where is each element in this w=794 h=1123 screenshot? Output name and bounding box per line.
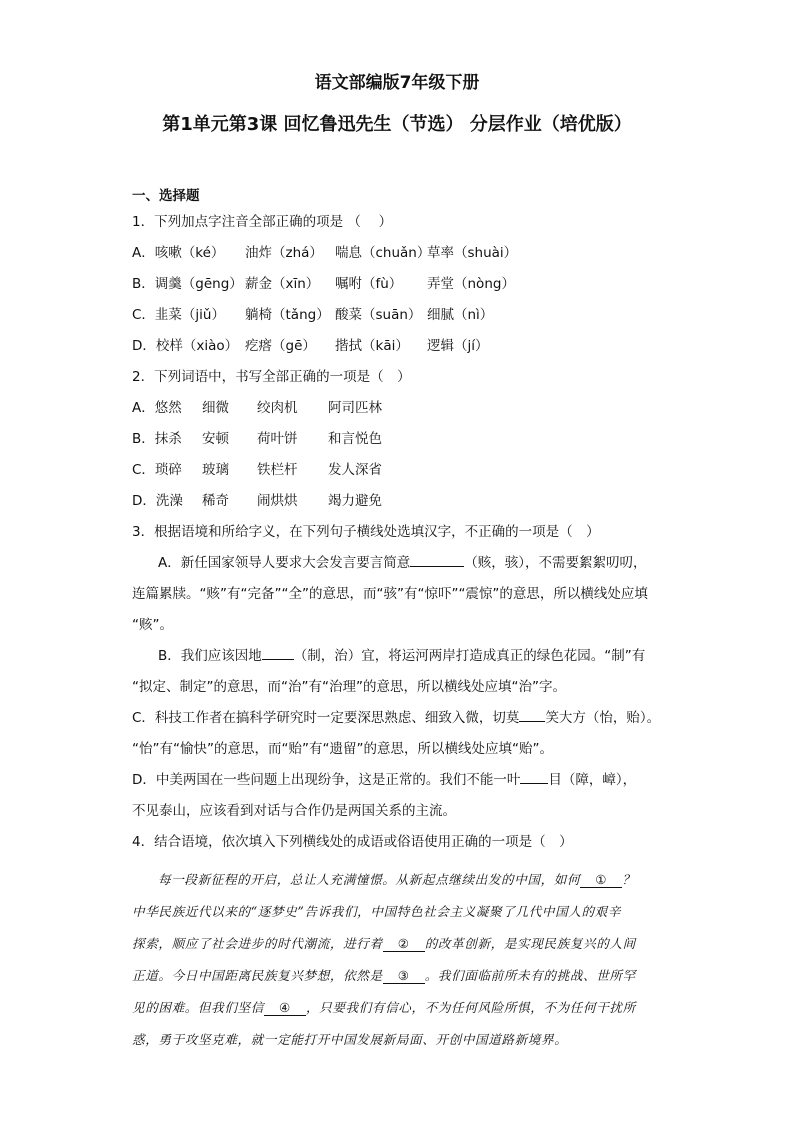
option-text: 草率（shuài） — [427, 245, 518, 261]
option-text: A．咳嗽（ké） — [132, 245, 225, 261]
option-text: （赅，骇），不需要絮絮叨叨， — [464, 555, 647, 571]
option-text: 躺椅（tǎng） — [245, 307, 330, 323]
option-text: B．抹杀 — [132, 431, 182, 447]
question-section — [132, 185, 677, 1056]
option-text: 喘息（chuǎn） — [335, 245, 431, 261]
passage-line — [132, 992, 677, 1024]
question-2-stem: 2．下列词语中，书写全部正确的一项是（ ） — [132, 369, 411, 385]
q3-option-a-cont: “赅”。 — [132, 617, 173, 633]
option-text: 玻璃 — [202, 462, 229, 478]
answer-blank — [410, 552, 464, 567]
option-text: B．调羹（gēng） — [132, 276, 243, 292]
lesson-subtitle: 第1单元第3课 回忆鲁迅先生（节选） 分层作业（培优版） — [162, 114, 632, 135]
passage-line: 中华民族近代以来的“逐梦史”告诉我们，中国特色社会主义凝聚了几代中国人的艰辛 — [132, 904, 622, 919]
blank-3: ③ — [383, 969, 425, 984]
option-text: B．我们应该因地 — [158, 648, 262, 664]
option-text: 安顿 — [202, 431, 229, 447]
passage-text: ？ — [622, 872, 636, 887]
option-text: D．校样（xiào） — [132, 338, 239, 354]
option-text: 嘱咐（fù） — [335, 276, 403, 292]
option-text: 薪金（xīn） — [245, 276, 320, 292]
option-text: 目（障，嶂）， — [548, 772, 637, 788]
passage-text: 的改革创新，是实现民族复兴的人间 — [424, 936, 636, 951]
q1-option-c — [132, 300, 677, 331]
option-text: 笑大方（怡，贻）。 — [545, 710, 661, 726]
passage-text: 每一段新征程的开启，总让人充满憧憬。从新起点继续出发的中国，如何 — [158, 872, 581, 887]
option-text: C．琐碎 — [132, 462, 182, 478]
answer-blank — [520, 769, 548, 784]
q2-option-a — [132, 393, 677, 424]
option-text: 细微 — [202, 400, 229, 416]
passage-text: 正道。今日中国距离民族复兴梦想，依然是 — [132, 968, 383, 983]
passage-line: 惑，勇于攻坚克难，就一定能打开中国发展新局面、开创中国道路新境界。 — [132, 1032, 568, 1047]
option-text: 竭力避免 — [328, 493, 382, 509]
question-1-stem: 1．下列加点字注音全部正确的项是 （ ） — [132, 214, 393, 230]
option-text: 揩拭（kāi） — [335, 338, 409, 354]
q3-option-a-cont: 连篇累牍。“赅”有“完备”“全”的意思，而“骇”有“惊吓”“震惊”的意思，所以横线处应填 — [132, 586, 648, 602]
option-text: A．悠然 — [132, 400, 182, 416]
reading-passage — [132, 864, 677, 1056]
option-text: 疙瘩（gē） — [245, 338, 316, 354]
passage-text: ，只要我们有信心，不为任何风险所惧，不为任何干扰所 — [305, 1000, 636, 1015]
q3-option-d-cont: 不见泰山，应该看到对话与合作仍是两国关系的主流。 — [132, 803, 456, 819]
option-text: C．韭菜（jiǔ） — [132, 307, 225, 323]
worksheet-title: 语文部编版7年级下册 — [314, 73, 480, 93]
option-text: 酸菜（suān） — [335, 307, 422, 323]
q2-option-d — [132, 486, 677, 517]
q1-option-d — [132, 331, 677, 362]
q1-option-a — [132, 238, 677, 269]
passage-text: 探索，顺应了社会进步的时代潮流，进行着 — [132, 936, 383, 951]
option-text: 铁栏杆 — [257, 462, 298, 478]
q3-option-a — [132, 548, 677, 579]
option-text: 阿司匹林 — [328, 400, 382, 416]
option-text: 弄堂（nòng） — [427, 276, 515, 292]
section-heading: 一、选择题 — [132, 188, 200, 204]
option-text: D．洗澡 — [132, 493, 183, 509]
question-3-stem: 3．根据语境和所给字义，在下列句子横线处选填汉字，不正确的一项是（ ） — [132, 524, 600, 540]
blank-4: ④ — [264, 1001, 306, 1016]
option-text: 荷叶饼 — [257, 431, 298, 447]
passage-text: 。我们面临前所未有的挑战、世所罕 — [424, 968, 636, 983]
option-text: 和言悦色 — [328, 431, 382, 447]
q3-option-d — [132, 765, 677, 796]
q2-option-b — [132, 424, 677, 455]
option-text: （制，治）宜，将运河两岸打造成真正的绿色花园。“制”有 — [293, 648, 646, 664]
option-text: D．中美两国在一些问题上出现纷争，这是正常的。我们不能一叶 — [132, 772, 521, 788]
passage-line — [132, 864, 677, 896]
option-text: C．科技工作者在搞科学研究时一定要深思熟虑、细致入微，切莫 — [132, 710, 520, 726]
q2-option-c — [132, 455, 677, 486]
q3-option-c-cont: “怡”有“愉快”的意思，而“贻”有“遗留”的意思，所以横线处应填“贻”。 — [132, 741, 553, 757]
blank-1: ① — [580, 873, 622, 888]
answer-blank — [519, 707, 545, 722]
option-text: 油炸（zhá） — [245, 245, 323, 261]
option-text: 闹烘烘 — [257, 493, 298, 509]
passage-line — [132, 960, 677, 992]
option-text: A．新任国家领导人要求大会发言要言简意 — [158, 555, 411, 571]
passage-text: 见的困难。但我们坚信 — [132, 1000, 264, 1015]
option-text: 发人深省 — [328, 462, 382, 478]
q1-option-b — [132, 269, 677, 300]
option-text: 逻辑（jí） — [427, 338, 489, 354]
passage-line — [132, 928, 677, 960]
question-4-stem: 4．结合语境，依次填入下列横线处的成语或俗语使用正确的一项是（ ） — [132, 834, 573, 850]
q3-option-c — [132, 703, 677, 734]
option-text: 细腻（nì） — [427, 307, 494, 323]
q3-option-b — [132, 641, 677, 672]
blank-2: ② — [383, 937, 425, 952]
option-text: 绞肉机 — [257, 400, 298, 416]
q3-option-b-cont: “拟定、制定”的意思，而“治”有“治理”的意思，所以横线处应填“治”字。 — [132, 679, 566, 695]
option-text: 稀奇 — [202, 493, 229, 509]
answer-blank — [262, 645, 294, 660]
